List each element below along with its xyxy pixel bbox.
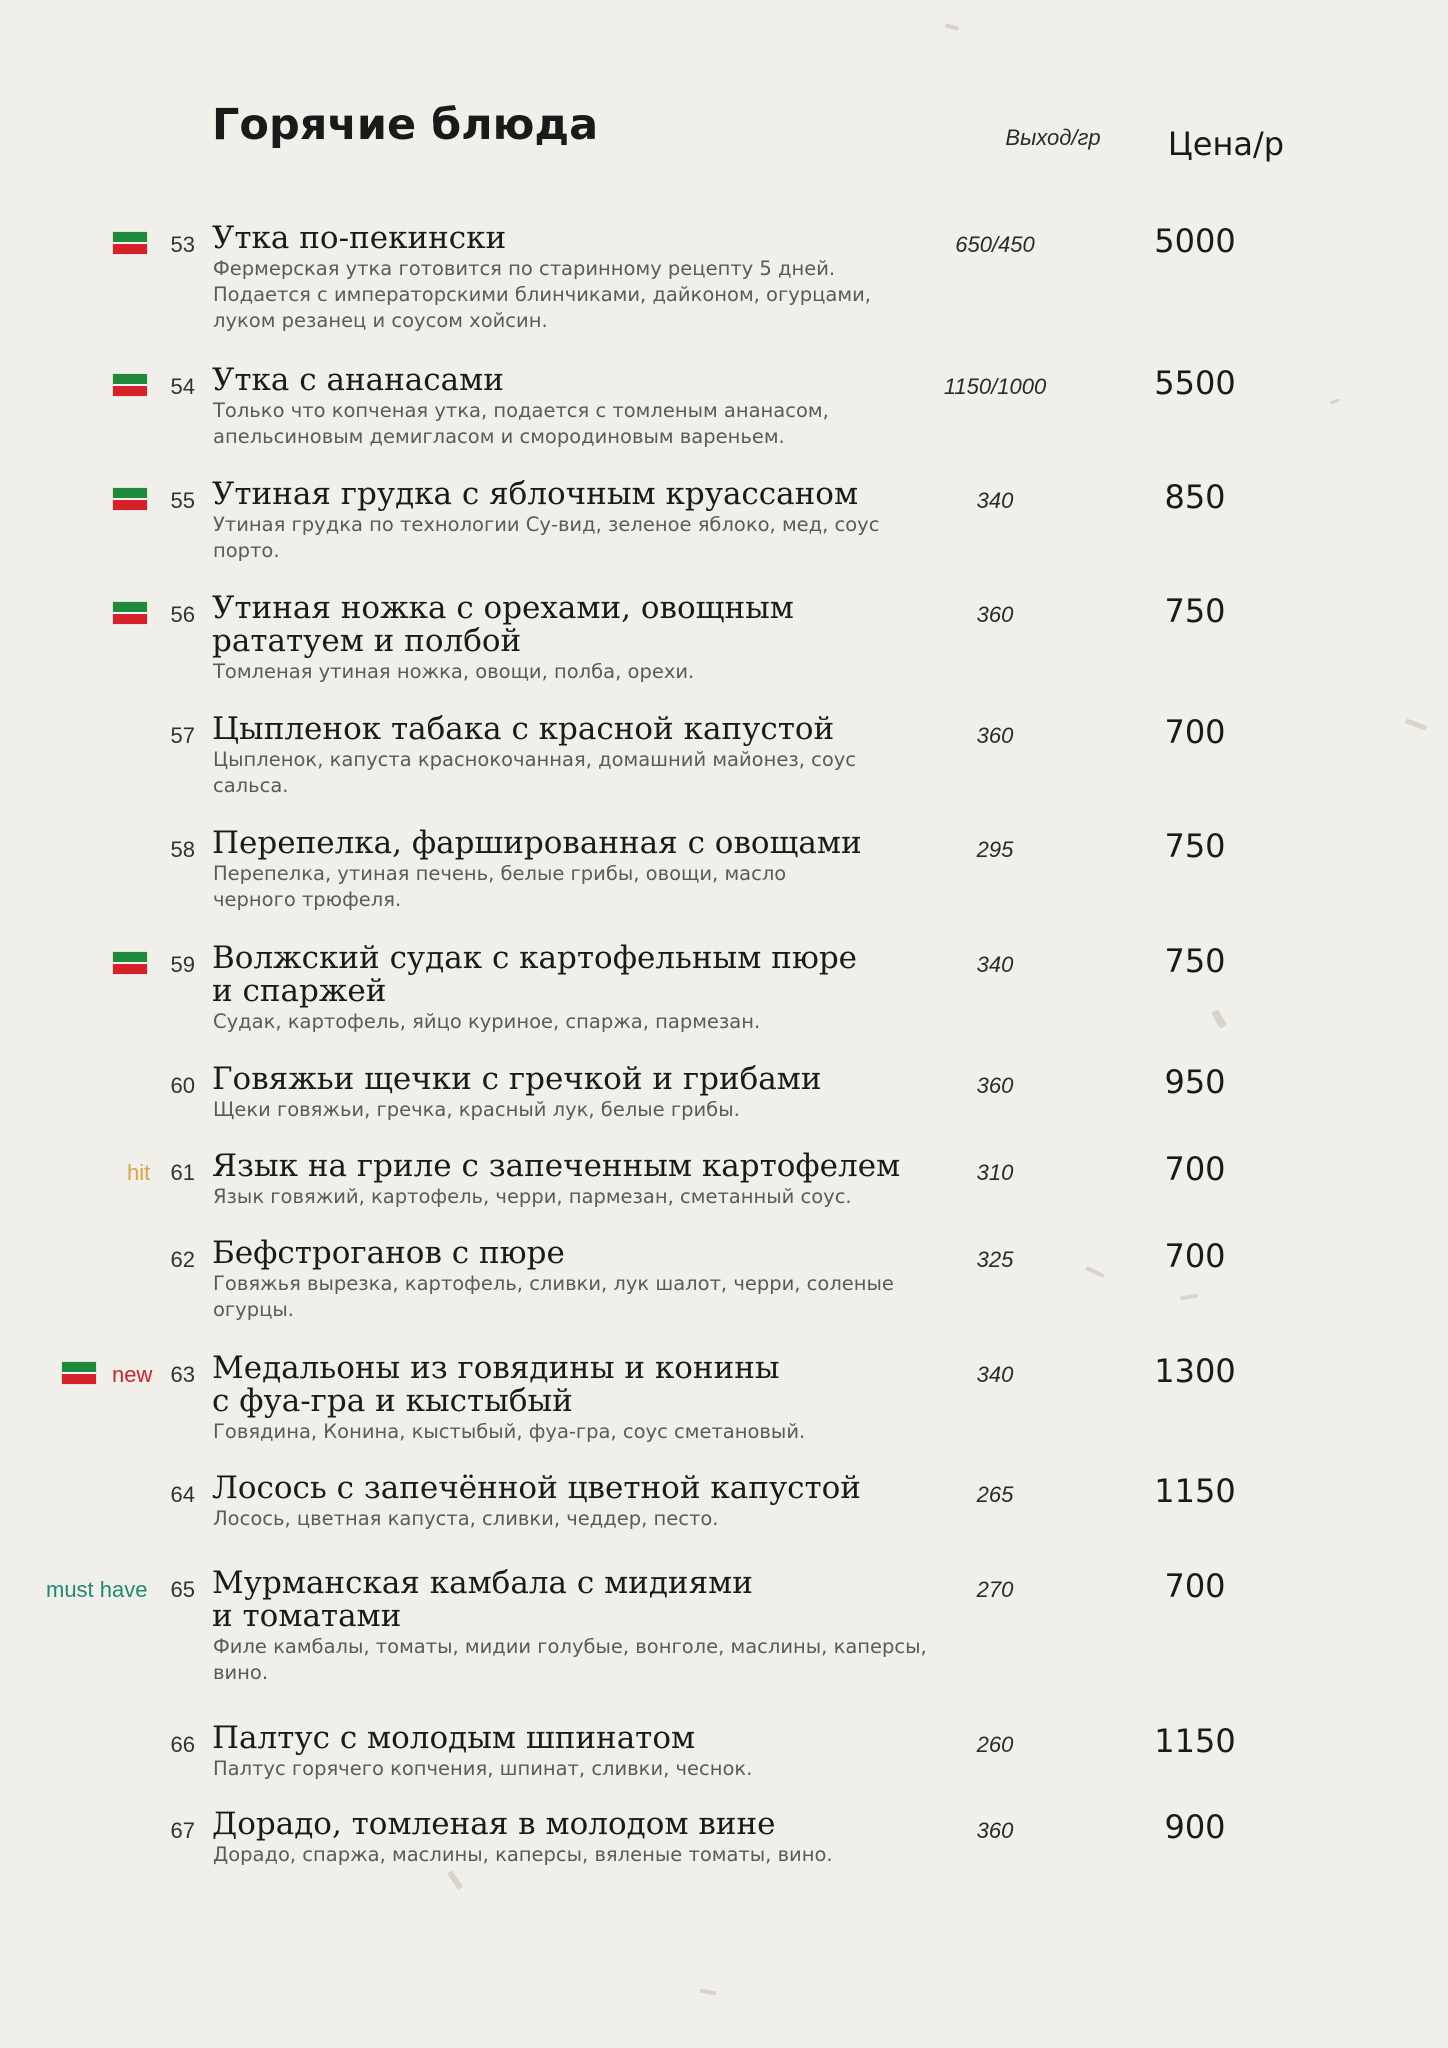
tatarstan-flag-icon <box>113 952 147 974</box>
dish-price: 1300 <box>1154 1352 1236 1390</box>
dish-price: 750 <box>1164 942 1226 980</box>
price-column-header: Цена/р <box>1167 125 1285 163</box>
dish-name: Утиная грудка с яблочным круассаном <box>212 476 859 512</box>
dish-name: Говяжьи щечки с гречкой и грибами <box>212 1061 822 1097</box>
dish-name: Бефстроганов с пюре <box>212 1235 565 1271</box>
dish-number: 64 <box>170 1482 195 1507</box>
dish-name: Цыпленок табака с красной капустой <box>212 711 835 747</box>
dish-tag-hit: hit <box>127 1160 151 1185</box>
dish-weight: 340 <box>976 952 1014 977</box>
dish-weight: 360 <box>976 1073 1014 1098</box>
dish-name: Утка по-пекински <box>212 220 507 256</box>
dish-number: 54 <box>170 374 195 399</box>
page-title: Горячие блюда <box>212 100 599 150</box>
dish-price: 700 <box>1164 1567 1226 1605</box>
dish-price: 700 <box>1164 713 1226 751</box>
dish-description: Говядина, Конина, кыстыбый, фуа-гра, соус сметановый. <box>213 1420 806 1443</box>
dish-number: 57 <box>170 723 195 748</box>
dish-price: 850 <box>1164 478 1226 516</box>
tatarstan-flag-icon <box>62 1362 96 1384</box>
tatarstan-flag-icon <box>113 374 147 396</box>
dish-description: Дорадо, спаржа, маслины, каперсы, вяленые томаты, вино. <box>213 1843 833 1866</box>
dish-number: 63 <box>170 1362 195 1387</box>
dish-weight: 270 <box>976 1577 1014 1602</box>
dish-number: 62 <box>170 1247 195 1272</box>
dish-description: Томленая утиная ножка, овощи, полба, орехи. <box>213 660 695 683</box>
dish-weight: 360 <box>976 723 1014 748</box>
dish-number: 56 <box>170 602 195 627</box>
dish-number: 60 <box>170 1073 195 1098</box>
dish-weight: 360 <box>976 602 1014 627</box>
dish-name: Утиная ножка с орехами, овощным рататуем и полбой <box>212 590 794 659</box>
dish-description: Лосось, цветная капуста, сливки, чеддер, песто. <box>213 1507 719 1530</box>
dish-name: Перепелка, фаршированная с овощами <box>212 825 862 861</box>
dish-description: Щеки говяжьи, гречка, красный лук, белые грибы. <box>213 1098 740 1121</box>
dish-name: Дорадо, томленая в молодом вине <box>212 1806 776 1842</box>
dish-price: 750 <box>1164 592 1226 630</box>
dish-description: Филе камбалы, томаты, мидии голубые, вонголе, маслины, каперсы, вино. <box>213 1635 927 1684</box>
dish-description: Судак, картофель, яйцо куриное, спаржа, пармезан. <box>213 1010 761 1033</box>
dish-number: 59 <box>170 952 195 977</box>
paper-fleck <box>1405 718 1427 730</box>
dish-weight: 295 <box>976 837 1014 862</box>
dish-weight: 650/450 <box>955 232 1035 257</box>
dish-name: Медальоны из говядины и конины с фуа-гра и кыстыбый <box>212 1350 780 1419</box>
dish-description: Перепелка, утиная печень, белые грибы, овощи, масло черного трюфеля. <box>213 862 787 911</box>
dish-description: Говяжья вырезка, картофель, сливки, лук шалот, черри, соленые огурцы. <box>213 1272 894 1321</box>
dish-number: 55 <box>170 488 195 513</box>
dish-number: 61 <box>170 1160 195 1185</box>
paper-fleck <box>447 1870 463 1890</box>
dish-price: 1150 <box>1154 1722 1236 1760</box>
paper-fleck <box>945 23 960 30</box>
dish-weight: 1150/1000 <box>943 374 1047 399</box>
dish-description: Цыпленок, капуста краснокочанная, домашний майонез, соус сальса. <box>213 748 857 797</box>
dish-name: Утка с ананасами <box>212 362 504 398</box>
paper-fleck <box>1330 398 1340 404</box>
dish-price: 750 <box>1164 827 1226 865</box>
dish-weight: 260 <box>976 1732 1014 1757</box>
dish-price: 700 <box>1164 1150 1226 1188</box>
dish-weight: 325 <box>976 1247 1014 1272</box>
weight-column-header: Выход/гр <box>1005 125 1101 150</box>
dish-name: Язык на гриле с запеченным картофелем <box>212 1148 901 1184</box>
dish-number: 58 <box>170 837 195 862</box>
dish-price: 700 <box>1164 1237 1226 1275</box>
dish-description: Язык говяжий, картофель, черри, пармезан, сметанный соус. <box>213 1185 852 1208</box>
dish-tag-must-have: must have <box>46 1577 148 1602</box>
dish-price: 1150 <box>1154 1472 1236 1510</box>
dish-description: Палтус горячего копчения, шпинат, сливки, чеснок. <box>213 1757 753 1780</box>
dish-name: Лосось с запечённой цветной капустой <box>212 1470 861 1506</box>
dish-price: 900 <box>1164 1808 1226 1846</box>
dish-number: 53 <box>170 232 195 257</box>
dish-price: 5000 <box>1154 222 1236 260</box>
dish-description: Утиная грудка по технологии Су-вид, зеленое яблоко, мед, соус порто. <box>213 513 880 562</box>
dish-weight: 310 <box>976 1160 1014 1185</box>
paper-fleck <box>1180 1293 1198 1300</box>
dish-price: 5500 <box>1154 364 1236 402</box>
dish-weight: 340 <box>976 488 1014 513</box>
dish-weight: 360 <box>976 1818 1014 1843</box>
dish-weight: 340 <box>976 1362 1014 1387</box>
dish-number: 65 <box>170 1577 195 1602</box>
paper-fleck <box>700 1989 716 1996</box>
dish-description: Фермерская утка готовится по старинному рецепту 5 дней. Подается с императорскими блинчиками, дайконом, огурцами, луком резанец и соусом хойсин. <box>213 257 871 332</box>
tatarstan-flag-icon <box>113 488 147 510</box>
dish-price: 950 <box>1164 1063 1226 1101</box>
dish-name: Мурманская камбала с мидиями и томатами <box>212 1565 753 1634</box>
tatarstan-flag-icon <box>113 602 147 624</box>
tatarstan-flag-icon <box>113 232 147 254</box>
dish-weight: 265 <box>976 1482 1014 1507</box>
dish-name: Палтус с молодым шпинатом <box>212 1720 696 1756</box>
dish-name: Волжский судак с картофельным пюре и спаржей <box>212 940 858 1009</box>
dish-number: 67 <box>170 1818 195 1843</box>
dish-tag-new: new <box>112 1362 153 1387</box>
dish-description: Только что копченая утка, подается с томленым ананасом, апельсиновым демигласом и смородиновым вареньем. <box>213 399 829 448</box>
paper-fleck <box>1211 1009 1227 1029</box>
dish-number: 66 <box>170 1732 195 1757</box>
paper-fleck <box>1085 1266 1105 1278</box>
